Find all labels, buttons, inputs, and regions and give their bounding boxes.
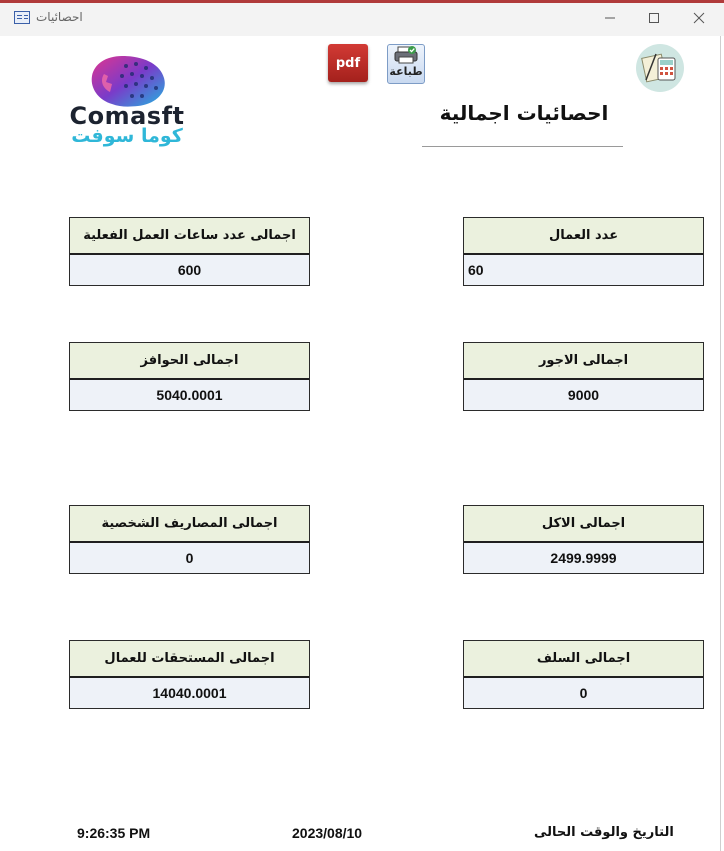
stat-label: اجمالى السلف: [464, 641, 703, 678]
stat-total-worker-dues: [69, 640, 310, 709]
stat-value[interactable]: 0: [70, 543, 309, 573]
printer-icon: [393, 45, 419, 65]
stat-value[interactable]: 5040.0001: [70, 380, 309, 410]
stat-workers-count: [463, 217, 704, 286]
export-pdf-button[interactable]: pdf: [328, 44, 368, 82]
stat-value[interactable]: 2499.9999: [464, 543, 703, 573]
stat-total-personal-expenses: [69, 505, 310, 574]
maximize-button[interactable]: [631, 3, 677, 33]
window-right-edge: [720, 36, 721, 851]
stat-label: اجمالى المستحقات للعمال: [70, 641, 309, 678]
page-title: احصائيات اجمالية: [439, 101, 609, 125]
stat-total-wages: [463, 342, 704, 411]
logo-name-arabic: كوما سوفت: [71, 125, 183, 147]
stat-total-incentives: [69, 342, 310, 411]
close-button[interactable]: [676, 3, 722, 33]
stat-label: عدد العمال: [464, 218, 703, 255]
stat-value[interactable]: 14040.0001: [70, 678, 309, 708]
stat-label: اجمالى الحوافز: [70, 343, 309, 380]
stat-label: اجمالى المصاريف الشخصية: [70, 506, 309, 543]
stat-label: اجمالى الاكل: [464, 506, 703, 543]
stat-value[interactable]: 600: [70, 255, 309, 285]
logo-name-english: Comasft: [69, 102, 185, 130]
stat-value[interactable]: 9000: [464, 380, 703, 410]
stat-total-advances: [463, 640, 704, 709]
stat-value[interactable]: 0: [464, 678, 703, 708]
stat-total-work-hours: [69, 217, 310, 286]
close-icon: [693, 12, 705, 24]
statistics-form: [3, 36, 720, 851]
form-icon: [14, 11, 30, 24]
title-bar[interactable]: [0, 3, 724, 36]
window-title: احصائيات: [36, 10, 83, 24]
print-button-label: طباعة: [389, 65, 423, 78]
stat-label: اجمالى الاجور: [464, 343, 703, 380]
maximize-icon: [648, 12, 660, 24]
stat-label: اجمالى عدد ساعات العمل الفعلية: [70, 218, 309, 255]
print-button[interactable]: [387, 44, 425, 84]
current-time: 9:26:35 PM: [77, 825, 151, 841]
title-underline: [422, 146, 623, 147]
current-date: 2023/08/10: [292, 825, 363, 841]
stat-total-food: [463, 505, 704, 574]
company-logo: [52, 52, 202, 148]
calculator-icon: [636, 44, 684, 92]
minimize-button[interactable]: [587, 3, 633, 33]
minimize-icon: [604, 12, 616, 24]
current-datetime-label: التاريخ والوقت الحالى: [534, 825, 674, 840]
stat-value[interactable]: 60: [464, 255, 703, 285]
